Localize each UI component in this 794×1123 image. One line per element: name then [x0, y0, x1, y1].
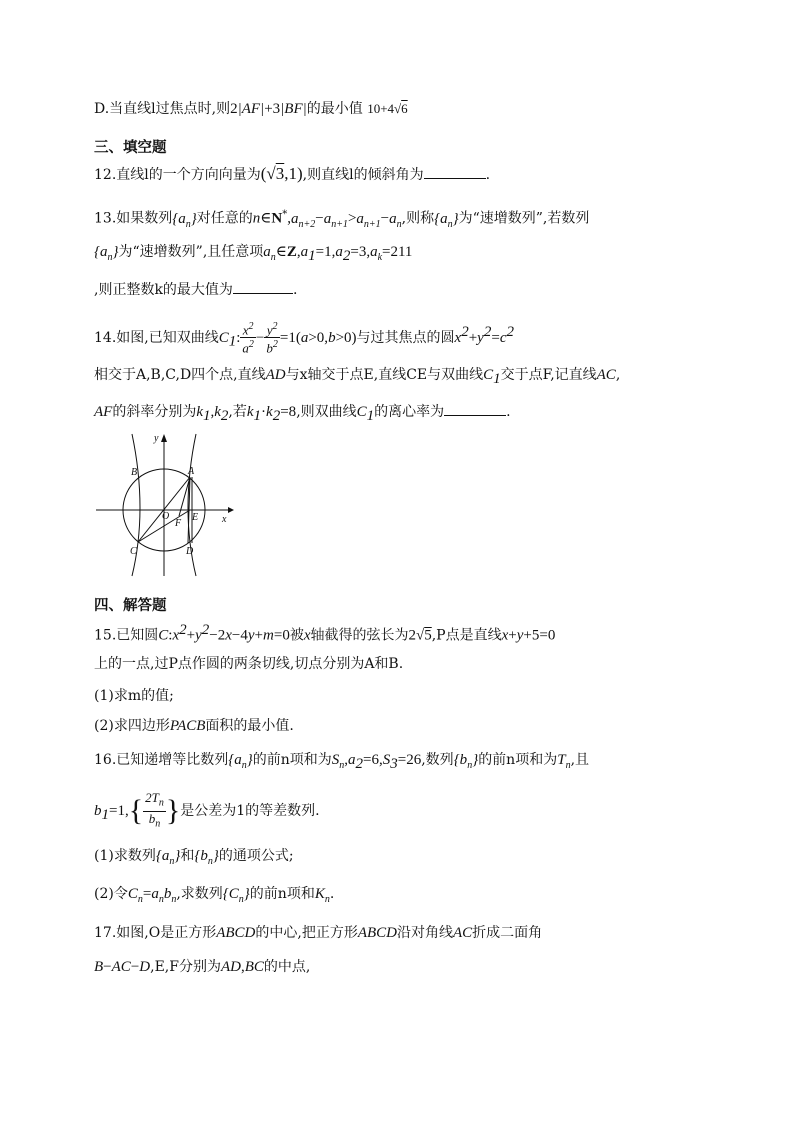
section-answer-title: 四、解答题 — [94, 598, 167, 614]
label-x: x — [222, 514, 227, 525]
question-16-part1: (1)求数列$\{a_n\}$和$\{b_n\}$的通项公式; — [94, 848, 294, 867]
question-16-part2: (2)令$C_n=a_nb_n$,求数列$\{C_n\}$的前n项和$K_n$. — [94, 886, 335, 905]
answer-blank-12[interactable] — [424, 164, 486, 179]
question-14-line2: 相交于A,B,C,D四个点,直线AD与x轴交于点E,直线CE与双曲线$C_1$交于点F,记直线AC, — [94, 367, 621, 387]
question-15-line2: 上的一点,过P点作圆的两条切线,切点分别为A和B. — [94, 656, 404, 672]
label-f: F — [175, 518, 182, 529]
label-o: O — [162, 511, 170, 522]
question-13-line2: $\{a_n\}$为“速增数列”,且任意项$a_n\in Z,a_1=1,a_2=3,a_k=211$ — [94, 244, 413, 264]
question-15-part2: (2)求四边形PACB面积的最小值. — [94, 718, 294, 734]
question-16-line1: 16.已知递增等比数列$\{a_n\}$的前n项和为$S_n,a_2=6,S_3=26$,数列$\{b_n\}$的前n项和为$T_n$,且 — [94, 752, 590, 772]
label-y: y — [154, 433, 159, 444]
question-13-line3: ,则正整数k的最大值为 . — [94, 279, 297, 300]
label-c: C — [130, 546, 137, 557]
question-15-line1: 15.已知圆$C:x^2+y^2-2x-4y+m=0$被x轴截得的弦长为2√5,P点是直线x+y+5=0 — [94, 622, 556, 644]
option-d: D.当直线l过焦点时,则2|AF|+3|BF|的最小值 10+4√6 — [94, 101, 408, 117]
question-13-line1: 13.如果数列$\{a_n\}$对任意的$n\in N^*,a_{n+2}-a_{n+1}>a_{n+1}-a_n$,则称$\{a_n\}$为“速增数列”,若数列 — [94, 209, 590, 230]
section-fill-in-title: 三、填空题 — [94, 140, 167, 156]
answer-blank-13[interactable] — [233, 279, 293, 294]
label-b: B — [131, 467, 138, 478]
question-15-part1: (1)求m的值; — [94, 688, 174, 704]
question-17-line1: 17.如图,O是正方形ABCD的中心,把正方形ABCD沿对角线AC折成二面角 — [94, 925, 543, 941]
question-12: 12.直线l的一个方向向量为(√3,1),则直线l的倾斜角为 . — [94, 164, 491, 183]
hyperbola-circle-figure — [96, 430, 236, 580]
label-e: E — [192, 512, 199, 523]
question-16-line2: $b_1=1$,{ $\frac{2T_n}{b_n}$ }是公差为1的等差数列. — [94, 790, 320, 830]
question-17-line2: B−AC−D,E,F分别为AD,BC的中点, — [94, 959, 311, 975]
label-d: D — [186, 546, 194, 557]
y-axis-arrow — [161, 434, 167, 442]
label-a: A — [188, 466, 195, 477]
question-14-line3: AF的斜率分别为$k_1,k_2$,若$k_1\cdot k_2=8$,则双曲线$C_1$的离心率为 . — [94, 401, 511, 426]
question-14-line1: 14.如图,已知双曲线$C_1$: $\frac{x^2}{a^2}$ − $\frac{y^2}{b^2}$ =1(a>0,b>0)与过其焦点的圆$x^2+y^2=c^2$ — [94, 321, 514, 356]
x-axis-arrow — [228, 507, 234, 513]
answer-blank-14[interactable] — [444, 401, 506, 416]
